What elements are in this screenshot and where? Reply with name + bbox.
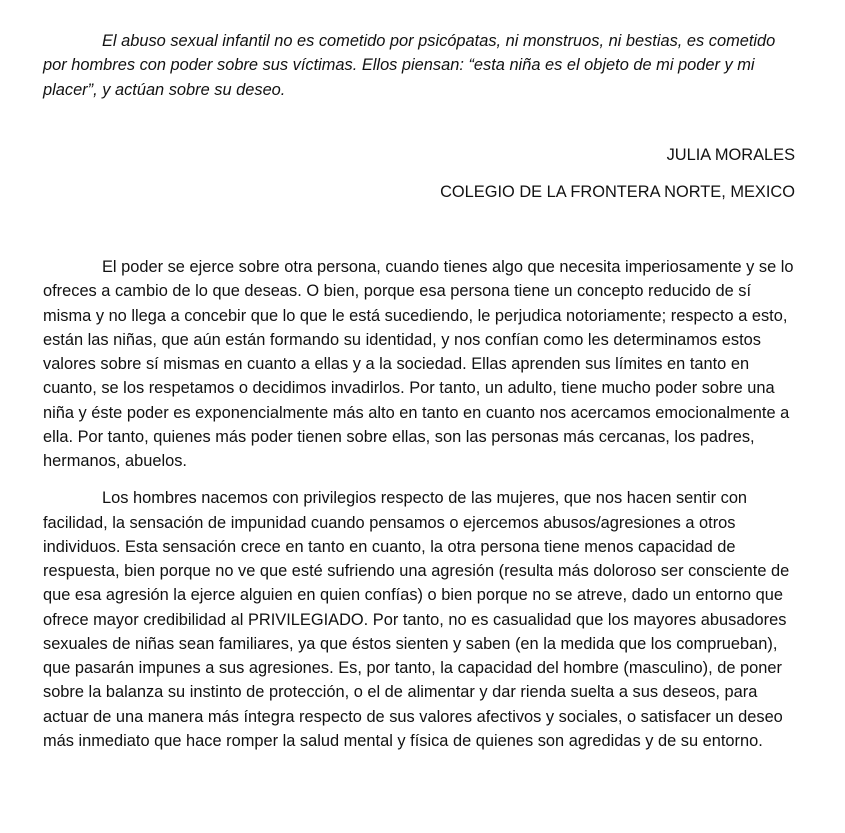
quote-author: JULIA MORALES: [666, 146, 795, 165]
body-paragraph-2: Los hombres nacemos con privilegios respecto de las mujeres, que nos hacen sentir con facilidad, la sensación de impunidad cuando pensamos o ejercemos abusos/agresiones a otros individuos. Esta sensación crece en tanto en cuanto, la otra persona tiene menos capacidad de respuesta, bien porque no ve que esté sufriendo una agresión (resulta más doloroso ser consciente de que esa agresión la ejerce alguien en quien confías) o bien porque no se atreve, dado un entorno que ofrece mayor credibilidad al PRIVILEGIADO. Por tanto, no es casualidad que los mayores abusadores sexuales de niñas sean familiares, ya que éstos sienten y saben (en la medida que los comprueban), que pasarán impunes a sus agresiones. Es, por tanto, la capacidad del hombre (masculino), de poner sobre la balanza su instinto de protección, o el de alimentar y dar rienda suelta a sus deseos, para actuar de una manera más íntegra respecto de sus valores afectivos y sociales, o satisfacer un deseo más inmediato que hace romper la salud mental y física de quienes son agredidas y de su entorno.: [43, 489, 790, 750]
document-page: [43, 29, 795, 753]
epigraph-quote: El abuso sexual infantil no es cometido por psicópatas, ni monstruos, ni bestias, es cometido por hombres con poder sobre sus víctimas. Ellos piensan: “esta niña es el objeto de mi poder y mi placer”, y actúan sobre su deseo.: [43, 32, 776, 99]
body-paragraph-1: El poder se ejerce sobre otra persona, cuando tienes algo que necesita imperiosamente y se lo ofreces a cambio de lo que deseas. O bien, porque esa persona tiene un concepto reducido de sí misma y no llega a concebir que lo que le está sucediendo, le perjudica notoriamente; respecto a esto, están las niñas, que aún están formando su identidad, y nos confían como les determinamos estos valores sobre sí mismas en cuanto a ellas y a la sociedad. Ellas aprenden sus límites en tanto en cuanto, se los respetamos o decidimos invadirlos. Por tanto, un adulto, tiene mucho poder sobre una niña y éste poder es exponencialmente más alto en tanto en cuanto nos acercamos emocionalmente a ella. Por tanto, quienes más poder tienen sobre ellas, son las personas más cercanas, los padres, hermanos, abuelos.: [43, 258, 794, 471]
author-institution: COLEGIO DE LA FRONTERA NORTE, MEXICO: [440, 183, 795, 202]
